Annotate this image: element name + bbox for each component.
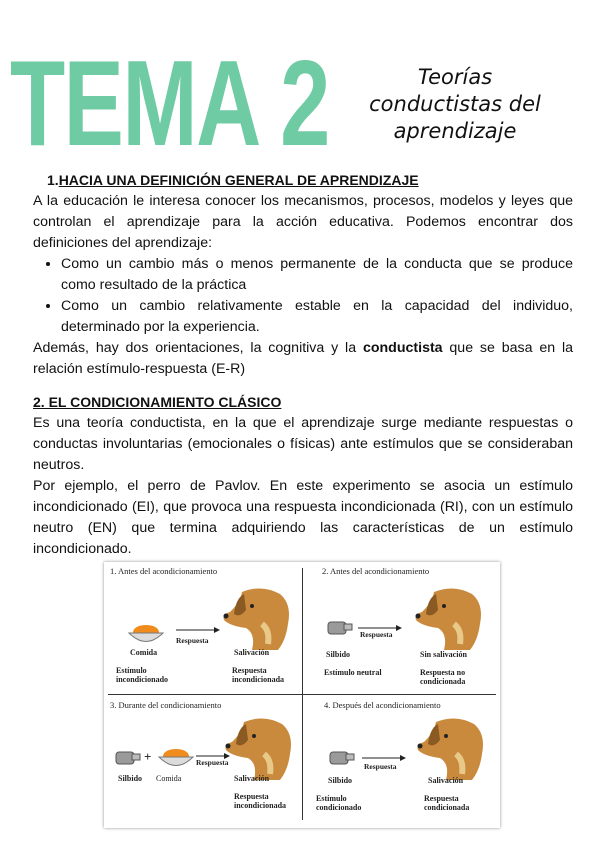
item-label: Silbido [326,650,351,659]
item-label: Comida [130,648,158,657]
item-label: Silbido [118,774,143,783]
dog-icon [414,584,488,650]
tema-title: TEMA 2 [10,35,329,171]
panel-after [304,696,500,827]
resp-label: Respuesta no condicionada [420,668,466,686]
closing-bold: conductista [362,340,443,356]
panel-title: 2. Antes del acondicionamiento [322,566,430,576]
section1-closing [33,338,573,380]
subtitle-line: Teorías [417,65,493,89]
stim-label: Estímulo neutral [324,668,382,677]
arrow-label: Respuesta [196,758,229,767]
list-item: • Como un cambio relativamente estable en la capacidad del individuo, determinado por la experiencia. [61,296,573,338]
section2-body [33,413,573,560]
item-label: Comida [156,774,182,783]
dog-icon [222,584,296,650]
whistle-icon [328,746,356,770]
panel-before-1 [104,562,300,693]
section1-title: HACIA UNA DEFINICIÓN GENERAL DE APRENDIZAJE [58,172,419,188]
plus-sign: + [144,749,152,764]
resp-label: Respuesta incondicionada [234,792,287,810]
result-label: Salivación [234,648,270,657]
panel-title: 4. Después del acondicionamiento [324,700,441,710]
closing-text-end: que se basa en la relación estímulo-respuesta (E-R) [33,340,574,377]
item-label: Silbido [328,776,353,785]
arrow-icon [176,626,220,634]
arrow-label: Respuesta [176,636,209,645]
panel-during [104,696,300,827]
dog-icon [224,714,298,780]
whistle-icon [114,746,142,770]
stim-label: Estímulo incondicionado [116,666,169,684]
whistle-icon [326,616,354,640]
section1-number: 1. [47,172,59,188]
list-item: • Como un cambio más o menos permanente de la conducta que se produce como resultado de la práctica [61,254,573,296]
resp-label: Respuesta incondicionada [232,666,285,684]
divider [108,694,496,695]
panel-title: 1. Antes del acondicionamiento [110,566,218,576]
arrow-icon [362,754,406,762]
subtitle-line: conductistas del [369,92,541,116]
dog-icon [416,714,490,780]
section1-intro: A la educación le interesa conocer los mecanismos, procesos, modelos y leyes que controlan el aprendizaje para la acción educativa. Podemos encontrar dos definiciones del aprendizaje: [33,193,573,251]
section1-body [33,191,573,380]
section2-para1: Es una teoría conductista, en la que el aprendizaje surge mediante respuestas o conductas involuntarias (emocionales o físicas) ante estímulos que se consideraban neutros. [33,415,573,473]
food-bowl-icon [126,620,166,646]
food-bowl-icon [156,744,196,770]
result-label: Sin salivación [420,650,467,659]
arrow-label: Respuesta [360,630,393,639]
panel-title: 3. Durante del condicionamiento [110,700,222,710]
section2-para2: Por ejemplo, el perro de Pavlov. En este experimento se asocia un estímulo incondicionado (EI), que provoca una respuesta incondicionada (RI), con un estímulo neutro (EN) que termina adquiriendo las características de un estímulo incondicionado. [33,478,573,557]
arrow-label: Respuesta [364,762,397,771]
stim-label: Estímulo condicionado [316,794,362,812]
panel-before-2 [304,562,500,693]
pavlov-figure [104,562,500,828]
subtitle-line: aprendizaje [393,119,517,143]
resp-label: Respuesta condicionada [424,794,470,812]
result-label: Salivación [428,776,464,785]
section2-title: 2. EL CONDICIONAMIENTO CLÁSICO [33,394,282,410]
section1-heading [47,172,419,188]
subtitle [350,64,560,145]
result-label: Salivación [234,774,270,783]
definition-list [33,254,573,338]
closing-text: Además, hay dos orientaciones, la cognitiva y la [33,340,363,356]
